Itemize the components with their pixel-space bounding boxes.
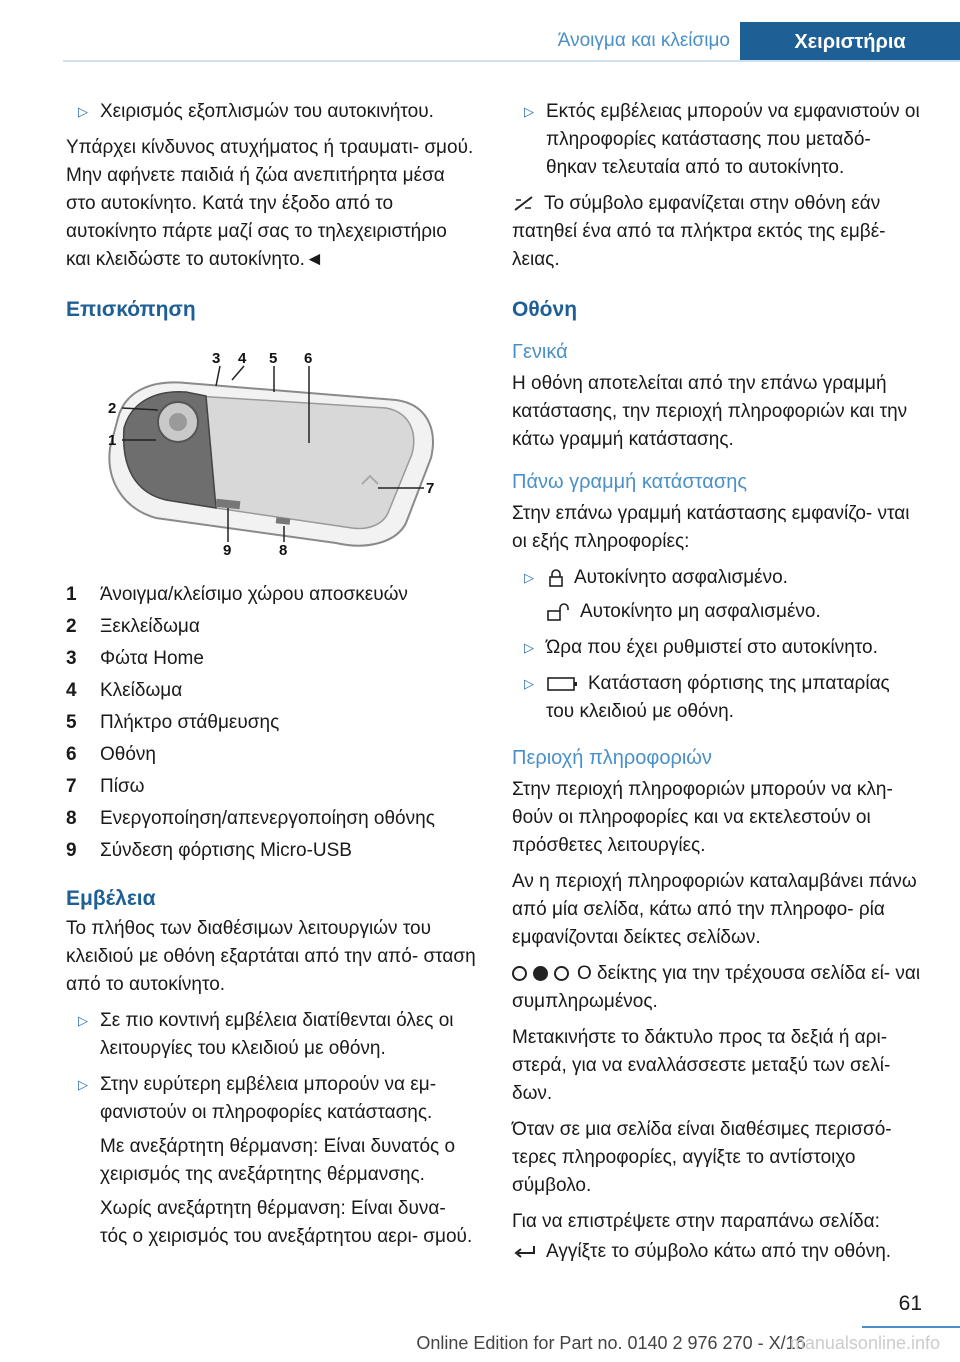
page-dot-current [533,966,548,981]
key-illustration [109,382,433,545]
sub-paragraph: Χωρίς ανεξάρτητη θέρμανση: Είναι δυνα- τός ο χειρισμός του ανεξάρτητου αερι- σμού. [100,1198,473,1247]
out-of-range-symbol-text: Το σύμβολο εμφανίζεται στην οθόνη εάν πατηθεί ένα από τα πλήκτρα εκτός της εμβέ- λειας. [512,193,886,270]
legend-row: 3 Φώτα Home [66,648,204,669]
overview-heading: Επισκόπηση [66,298,196,321]
display-key-figure [66,348,476,558]
online-edition-text: Online Edition for Part no. 0140 2 976 270 - X/16 [416,1333,806,1353]
page-dot [512,966,527,981]
legend-row: 4 Κλείδωμα [66,680,183,701]
info-text: Για να επιστρέψετε στην παραπάνω σελίδα: [512,1211,880,1232]
sub-paragraph: Αυτοκίνητο μη ασφαλισμένο. [546,598,922,626]
bullet-item: ▷ Στην ευρύτερη εμβέλεια μπορούν να εμ- φανιστούν οι πληροφορίες κατάστασης. Με ανεξάρτητη θέρμανση: Είναι δυνατός ο χειρισμός της ανεξάρτητης θέρμανσης. Χωρίς ανεξάρτητη θέρμανση: Είναι δυνα- τός ο χειρισμός του ανεξάρτητου αερι- σμού. [66,1071,476,1251]
legend-row: 8 Ενεργοποίηση/απενεργοποίηση οθόνης [66,808,435,829]
bullet-item: ▷ Αυτοκίνητο ασφαλισμένο. Αυτοκίνητο μη ασφαλισμένο. [512,564,922,626]
page-dot [554,966,569,981]
bullet-item: ▷ Χειρισμός εξοπλισμών του αυτοκινήτου. [66,98,476,126]
callout-3: 3 [212,350,221,367]
range-heading: Εμβέλεια [66,887,156,910]
out-of-range-icon [512,195,536,213]
general-text: Η οθόνη αποτελείται από την επάνω γραμμή κατάστασης, την περιοχή πληροφοριών και την κάτω γραμμή κατάστασης. [512,373,908,450]
page-number: 61 [898,1292,922,1315]
legend-row: 5 Πλήκτρο στάθμευσης [66,712,280,733]
bullet-item: ▷ Κατάσταση φόρτισης της μπαταρίας του κλειδιού με οθόνη. [512,670,922,726]
lock-icon [546,568,566,588]
callout-1: 1 [108,432,117,449]
right-column [512,98,922,1274]
bullet-triangle-icon: ▷ [524,640,534,655]
unlock-icon [546,602,572,622]
header-chapter-tab[interactable]: Χειριστήρια [740,22,960,62]
top-status-text: Στην επάνω γραμμή κατάστασης εμφανίζο- νται οι εξής πληροφορίες: [512,503,910,552]
info-text: Στην περιοχή πληροφοριών μπορούν να κλη- θούν οι πληροφορίες και να εκτελεστούν οι πρόσθετες λειτουργίες. [512,779,893,856]
callout-8: 8 [279,542,288,558]
legend-row: 1 Άνοιγμα/κλείσιμο χώρου αποσκευών [66,584,408,605]
figure-legend [66,579,476,867]
callout-9: 9 [223,542,232,558]
legend-row: 9 Σύνδεση φόρτισης Micro-USB [66,840,352,861]
info-text: Μετακινήστε το δάκτυλο προς τα δεξιά ή αρι- στερά, για να εναλλάσσεστε μεταξύ των σελί- δων. [512,1027,891,1104]
legend-row: 2 Ξεκλείδωμα [66,616,200,637]
header-section-title: Άνοιγμα και κλείσιμο [557,30,730,51]
top-status-heading: Πάνω γραμμή κατάστασης [512,471,747,493]
bullet-triangle-icon: ▷ [78,104,88,119]
callout-5: 5 [269,350,278,367]
display-heading: Οθόνη [512,298,578,321]
page-indicator-icon [512,966,569,981]
callout-6: 6 [304,350,313,367]
range-text: Το πλήθος των διαθέσιμων λειτουργιών του κλειδιού με οθόνη εξαρτάται από την από- σταση από το αυτοκίνητο. [66,918,476,995]
battery-icon [546,675,580,693]
warning-text: Υπάρχει κίνδυνος ατυχήματος ή τραυματι- σμού. Μην αφήνετε παιδιά ή ζώα ανεπιτήρητα μέσα στο αυτοκίνητο. Κατά την έξοδο από το αυτοκίνητο πάρτε μαζί σας το τηλεχειριστήριο και κλειδώστε το αυτοκίνητο.◄ [66,137,474,270]
watermark: manualsonline.info [789,1333,940,1353]
info-text: Όταν σε μια σελίδα είναι διαθέσιμες περισσό- τερες πληροφορίες, αγγίξτε το αντίστοιχο σύμβολο. [512,1119,892,1196]
info-area-heading: Περιοχή πληροφοριών [512,747,712,769]
bullet-triangle-icon: ▷ [524,676,534,691]
sub-paragraph: Με ανεξάρτητη θέρμανση: Είναι δυνατός ο χειρισμός της ανεξάρτητης θέρμανσης. [100,1136,456,1185]
general-heading: Γενικά [512,341,568,363]
bullet-item: ▷ Σε πιο κοντινή εμβέλεια διατίθενται όλες οι λειτουργίες του κλειδιού με οθόνη. [66,1007,476,1063]
callout-7: 7 [426,480,435,497]
callout-2: 2 [108,400,117,417]
bullet-triangle-icon: ▷ [78,1077,88,1092]
back-arrow-icon [512,1243,538,1261]
header-rule [63,60,960,62]
left-column [66,98,476,1259]
bullet-triangle-icon: ▷ [524,570,534,585]
bullet-triangle-icon: ▷ [524,104,534,119]
legend-row: 6 Οθόνη [66,744,156,765]
callout-4: 4 [238,350,247,367]
legend-row: 7 Πίσω [66,776,145,797]
info-text: Αν η περιοχή πληροφοριών καταλαμβάνει πάνω από μία σελίδα, κάτω από την πληροφο- ρία εμφανίζονται δείκτες σελίδων. [512,871,917,948]
footer-rule [862,1326,960,1328]
info-text: Ο δείκτης για την τρέχουσα σελίδα εί- ναι συμπληρωμένος. [512,963,921,1012]
bullet-item: ▷ Εκτός εμβέλειας μπορούν να εμφανιστούν οι πληροφορίες κατάστασης που μεταδό- θηκαν τελευταία από το αυτοκίνητο. [512,98,922,182]
info-text: Αγγίξτε το σύμβολο κάτω από την οθόνη. [512,1238,922,1266]
bullet-item: ▷ Ώρα που έχει ρυθμιστεί στο αυτοκίνητο. [512,634,922,662]
bullet-triangle-icon: ▷ [78,1013,88,1028]
